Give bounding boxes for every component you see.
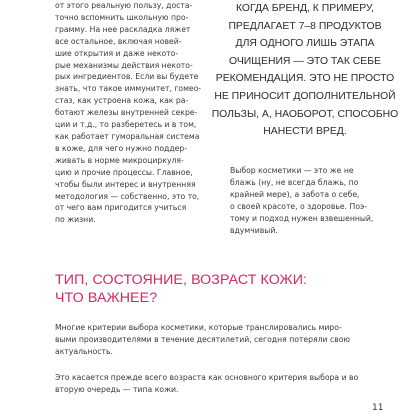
text-line: ции и т.д., то разберетесь и в том, [55,120,197,130]
text-line: рые механизмы действия некото- [55,60,193,70]
left-column-text [55,0,202,226]
text-line: ботают железы внутренней секре- [55,108,198,118]
page-number: 11 [372,403,384,413]
text-line: вдумчивый. [230,225,278,235]
quote-line: ПРЕДЛАГАЕТ 7–8 ПРОДУКТОВ [228,20,382,32]
text-line: стаз, как устроена кожа, как ра- [55,96,189,106]
text-line: Это касается прежде всего возраста как основного критерия выбора и во [55,373,359,382]
quote-line: КОГДА БРЕНД, К ПРИМЕРУ, [236,3,374,14]
heading-line: ЧТО ВАЖНЕЕ? [55,289,158,306]
text-line: крайней мере), а забота о себе, [230,189,360,199]
text-line: знать, что такое иммунитет, гомео- [55,84,202,94]
text-line: актуальность. [55,346,113,356]
text-line: как работает гуморальная система [55,131,200,141]
quote-line: НАНЕСТИ ВРЕД. [263,126,347,138]
text-line: шие открытия и даже некото- [55,48,179,58]
section-heading [55,272,375,307]
quote-line: ОЧИЩЕНИЯ — ЭТО ТАК СЕБЕ [229,55,381,67]
text-line: чтобы были интерес и внутренняя [55,179,196,189]
text-line: Многие критерии выбора косметики, которые транслировались миро- [55,323,342,332]
right-column-paragraph [230,165,400,236]
text-line: по жизни. [55,215,96,225]
text-line: Выбор косметики — это же не [230,166,354,175]
text-line: о своей красоте, о здоровье. Поэ- [230,201,368,211]
text-line: блажь (ну, не всегда блажь, по [230,177,359,187]
text-line: грамму. На нее раскладка ляжет [55,24,191,34]
text-line: все остальное, включая новей- [55,36,182,46]
quote-line: НЕ ПРИНОСИТ ДОПОЛНИТЕЛЬНОЙ [214,90,396,102]
text-line: вторую очередь — типа кожи. [55,384,179,394]
text-line: живать в норме микроциркуля- [55,155,184,165]
text-line: в коже, для чего нужно поддер- [55,143,188,153]
text-line: от этого реальную пользу, доста- [55,1,193,10]
heading-line: ТИП, СОСТОЯНИЕ, ВОЗРАСТ КОЖИ: [55,272,308,288]
text-line: рых ингредиентов. Если вы будете [55,72,199,82]
quote-line: ПОЛЬЗЫ, А, НАОБОРОТ, СПОСОБНО [211,108,399,120]
text-line: методология — собственно, это то, [55,191,200,201]
pull-quote [205,0,405,141]
text-line: цию и прочие процессы. Главное, [55,167,193,177]
quote-line: ДЛЯ ОДНОГО ЛИШЬ ЭТАПА [235,38,375,50]
body-paragraph [55,322,375,358]
quote-line: РЕКОМЕНДАЦИЯ. ЭТО НЕ ПРОСТО [215,73,395,85]
text-line: от чего вам пригодится учиться [55,203,187,213]
text-line: выми производителями в течение десятилетий, сегодня потеряли свою [55,334,350,344]
text-line: тому и подход нужен взвешенный, [230,213,374,223]
text-line: точно вспомнить школьную про- [55,12,189,22]
body-paragraph [55,372,375,396]
